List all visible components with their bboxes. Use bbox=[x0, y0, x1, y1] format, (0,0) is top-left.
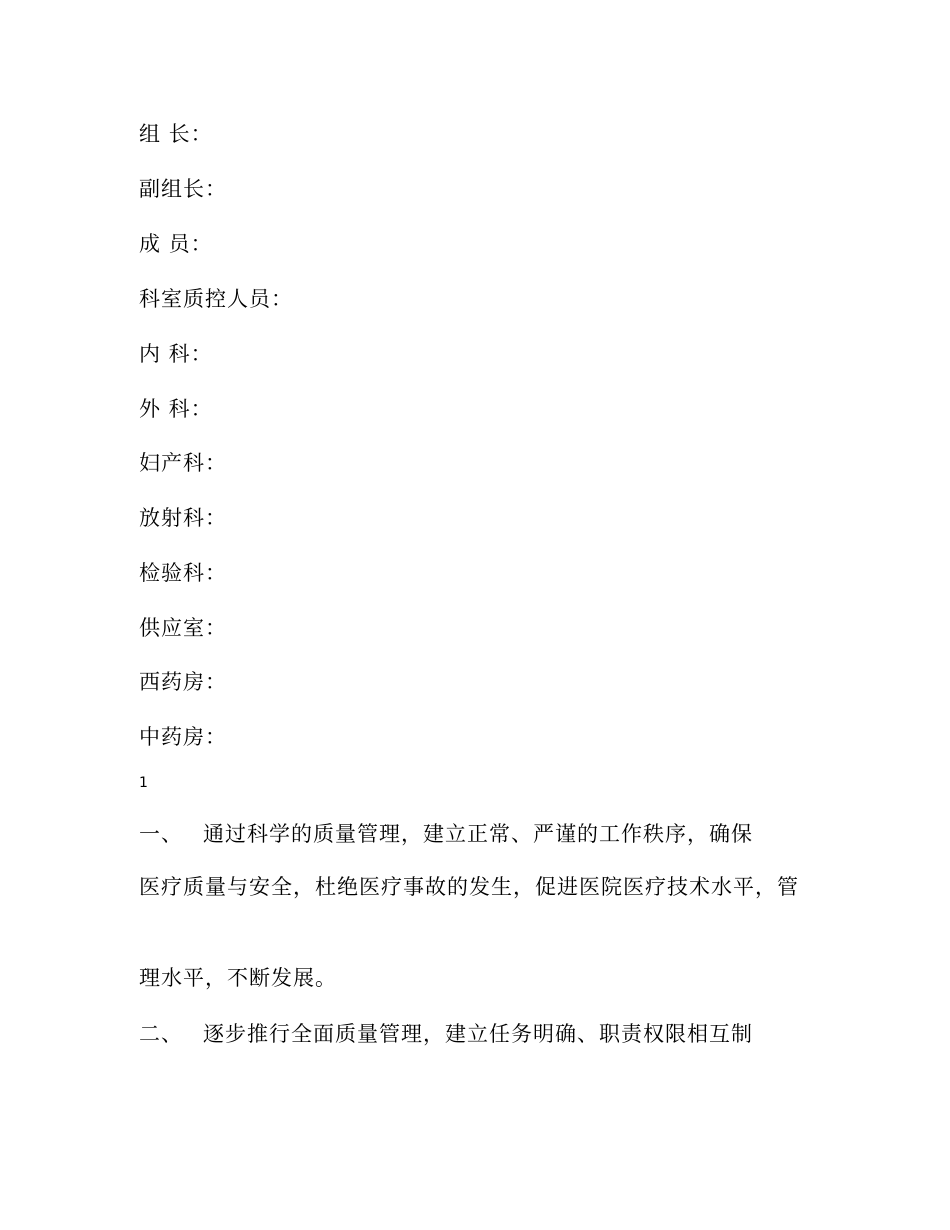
roster-laboratory: 检验科： bbox=[139, 561, 227, 585]
item-text: 理水平，不断发展。 bbox=[139, 966, 337, 990]
roster-obstetrics: 妇产科： bbox=[139, 451, 227, 475]
item-text: 医疗质量与安全，杜绝医疗事故的发生，促进医院医疗技术水平，管 bbox=[139, 875, 799, 899]
roster-chinese-pharmacy: 中药房： bbox=[139, 725, 227, 749]
roster-deputy-leader: 副组长： bbox=[139, 177, 227, 201]
list-item bbox=[139, 816, 819, 852]
roster-supply-room: 供应室： bbox=[139, 616, 227, 640]
roster-leader: 组 长： bbox=[139, 122, 213, 146]
list-item bbox=[139, 1016, 819, 1052]
paragraph-line bbox=[139, 960, 819, 996]
roster-radiology: 放射科： bbox=[139, 506, 227, 530]
item-marker: 二、 bbox=[139, 1022, 183, 1046]
roster-internal-medicine: 内 科： bbox=[139, 342, 213, 366]
page-number: 1 bbox=[139, 775, 148, 791]
roster-surgery: 外 科： bbox=[139, 397, 213, 421]
roster-dept-qc-staff: 科室质控人员： bbox=[139, 287, 293, 311]
roster-western-pharmacy: 西药房： bbox=[139, 670, 227, 694]
item-text: 通过科学的质量管理，建立正常、严谨的工作秩序，确保 bbox=[203, 822, 753, 846]
paragraph-line bbox=[139, 869, 819, 905]
item-text: 逐步推行全面质量管理，建立任务明确、职责权限相互制 bbox=[203, 1022, 753, 1046]
item-marker: 一、 bbox=[139, 822, 183, 846]
roster-members: 成 员： bbox=[139, 232, 213, 256]
